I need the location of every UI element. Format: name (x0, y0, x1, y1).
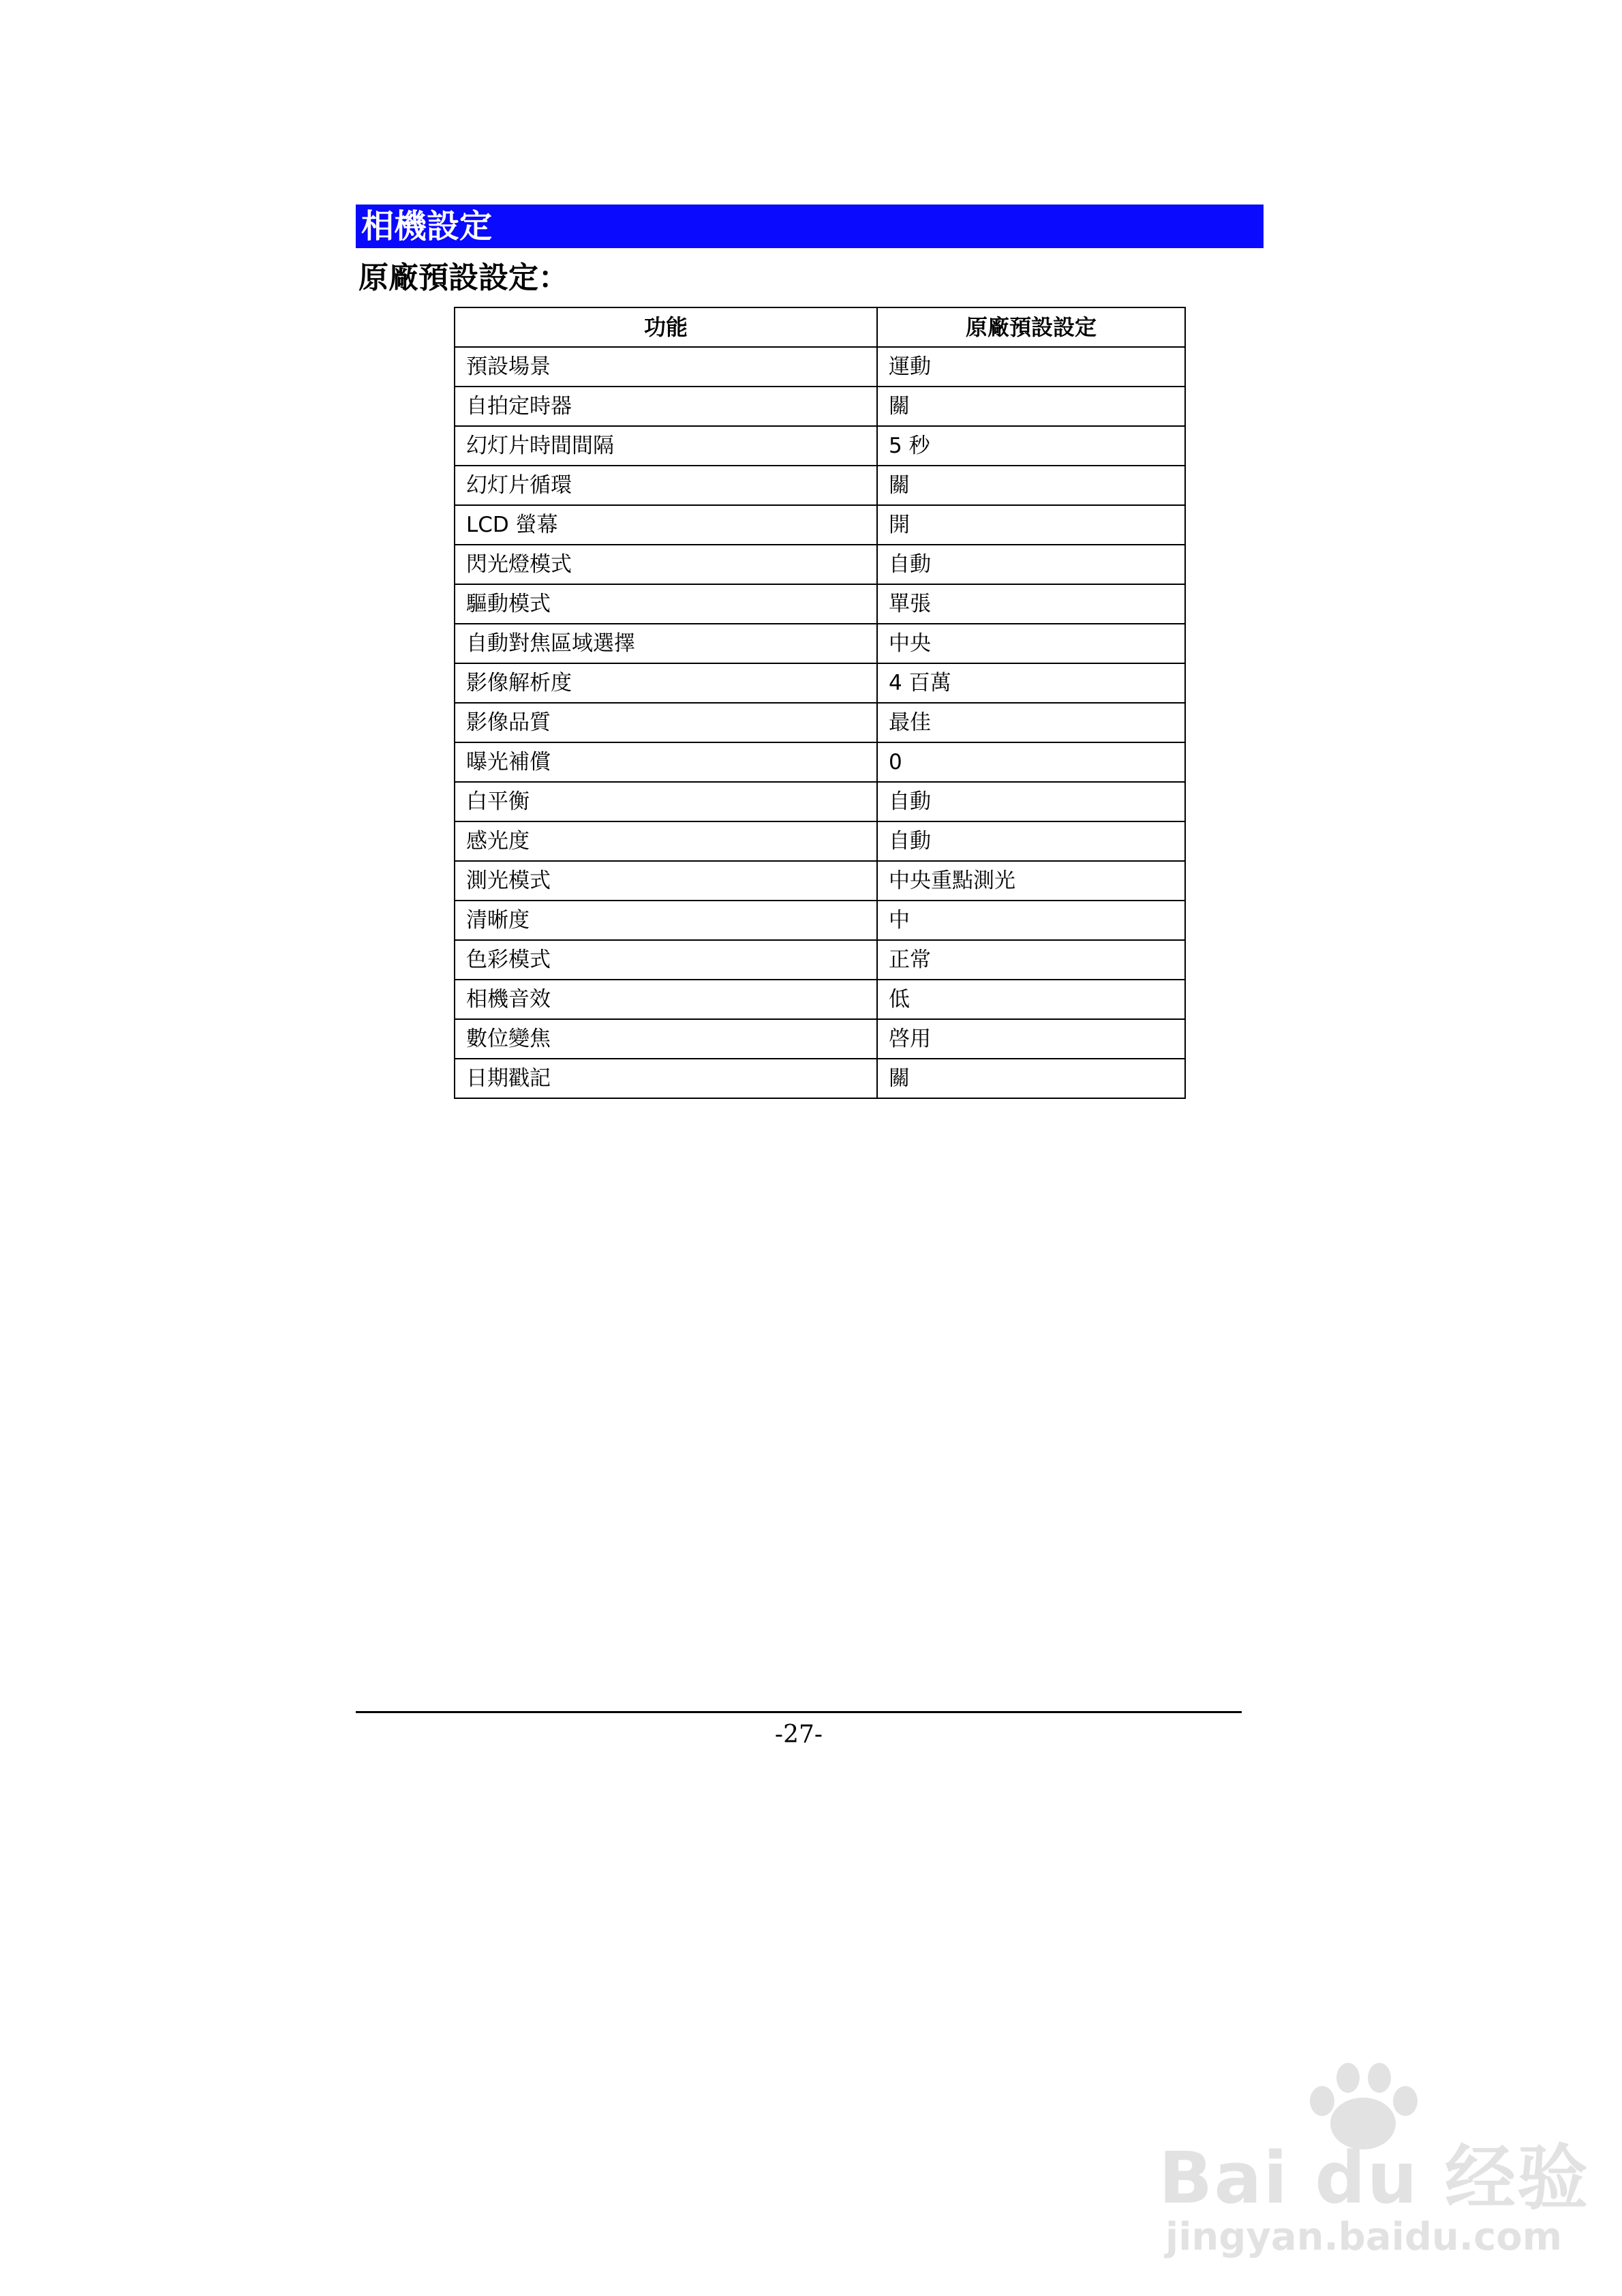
subtitle: 原廠預設設定： (358, 260, 568, 295)
watermark-logo-text: Bai du 经验 (1159, 2136, 1589, 2220)
table-row (455, 1019, 1185, 1059)
setting-function-cell: 感光度 (455, 821, 877, 861)
setting-default-cell: 單張 (877, 584, 1185, 624)
table-row (455, 466, 1185, 505)
table-row (455, 584, 1185, 624)
setting-default-cell: 4 百萬 (877, 663, 1185, 703)
setting-function-cell: 自拍定時器 (455, 387, 877, 426)
setting-default-cell: 自動 (877, 545, 1185, 584)
table-row (455, 901, 1185, 940)
table-row (455, 545, 1185, 584)
page-number: -27- (774, 1721, 823, 1749)
setting-default-cell: 自動 (877, 782, 1185, 821)
table-row (455, 426, 1185, 466)
setting-function-cell: 數位變焦 (455, 1019, 877, 1059)
setting-default-cell: 0 (877, 742, 1185, 782)
table-row (455, 663, 1185, 703)
setting-function-cell: 相機音效 (455, 980, 877, 1019)
table-row (455, 782, 1185, 821)
table-body (455, 347, 1185, 1098)
watermark (1159, 2059, 1589, 2263)
setting-function-cell: 幻灯片循環 (455, 466, 877, 505)
setting-function-cell: 測光模式 (455, 861, 877, 901)
table-row (455, 624, 1185, 663)
table-row (455, 347, 1185, 387)
setting-function-cell: 自動對焦區域選擇 (455, 624, 877, 663)
table-row (455, 821, 1185, 861)
table-header-row (455, 307, 1185, 347)
setting-default-cell: 關 (877, 1059, 1185, 1098)
table-row (455, 940, 1185, 980)
section-title: 相機設定 (361, 207, 493, 245)
setting-function-cell: 影像品質 (455, 703, 877, 742)
setting-default-cell: 正常 (877, 940, 1185, 980)
setting-function-cell: 白平衡 (455, 782, 877, 821)
setting-default-cell: 最佳 (877, 703, 1185, 742)
setting-default-cell: 關 (877, 387, 1185, 426)
setting-default-cell: 運動 (877, 347, 1185, 387)
setting-default-cell: 低 (877, 980, 1185, 1019)
table-row (455, 742, 1185, 782)
setting-function-cell: 清晰度 (455, 901, 877, 940)
default-settings-table (454, 307, 1186, 1099)
setting-default-cell: 開 (877, 505, 1185, 545)
watermark-url: jingyan.baidu.com (1165, 2215, 1563, 2259)
setting-default-cell: 關 (877, 466, 1185, 505)
setting-function-cell: 驅動模式 (455, 584, 877, 624)
setting-function-cell: 色彩模式 (455, 940, 877, 980)
table-row (455, 861, 1185, 901)
table-row (455, 387, 1185, 426)
column-header-function: 功能 (455, 307, 877, 347)
setting-default-cell: 中 (877, 901, 1185, 940)
section-banner (356, 205, 1264, 248)
setting-default-cell: 中央 (877, 624, 1185, 663)
table-row (455, 1059, 1185, 1098)
setting-default-cell: 5 秒 (877, 426, 1185, 466)
setting-default-cell: 自動 (877, 821, 1185, 861)
setting-function-cell: 預設場景 (455, 347, 877, 387)
setting-function-cell: 閃光燈模式 (455, 545, 877, 584)
setting-function-cell: 幻灯片時間間隔 (455, 426, 877, 466)
setting-function-cell: 日期戳記 (455, 1059, 877, 1098)
setting-function-cell: 影像解析度 (455, 663, 877, 703)
column-header-default: 原廠預設設定 (877, 307, 1185, 347)
setting-default-cell: 中央重點測光 (877, 861, 1185, 901)
setting-default-cell: 啓用 (877, 1019, 1185, 1059)
table-row (455, 703, 1185, 742)
table-row (455, 980, 1185, 1019)
setting-function-cell: 曝光補償 (455, 742, 877, 782)
setting-function-cell: LCD 螢幕 (455, 505, 877, 545)
table-row (455, 505, 1185, 545)
footer-divider (356, 1711, 1242, 1713)
